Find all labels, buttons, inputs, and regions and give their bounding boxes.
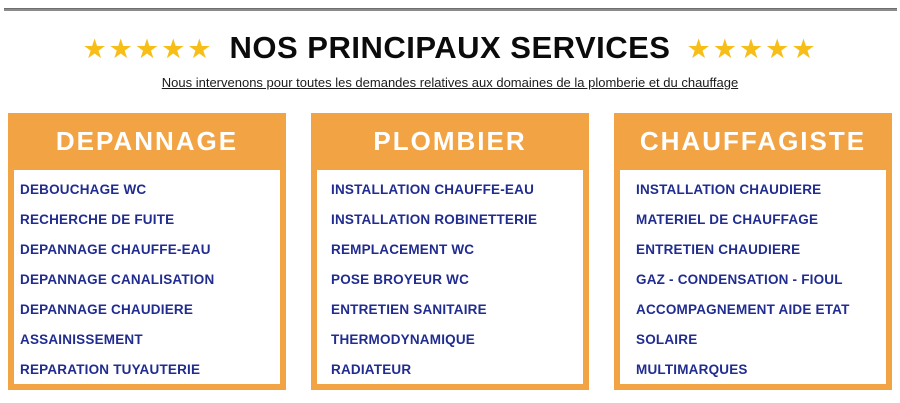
service-item[interactable]: DEPANNAGE CHAUDIERE [20,301,194,317]
service-item[interactable]: POSE BROYEUR WC [331,271,470,287]
card-header-plombier: PLOMBIER [373,126,527,156]
card-body-chauffagiste [620,170,886,384]
service-item[interactable]: RECHERCHE DE FUITE [20,211,175,227]
service-item[interactable]: INSTALLATION CHAUFFE-EAU [331,181,535,197]
page-title: NOS PRINCIPAUX SERVICES [229,30,671,65]
service-columns [8,113,892,390]
card-chauffagiste [614,113,892,390]
card-body-depannage [14,170,280,384]
service-item[interactable]: MATERIEL DE CHAUFFAGE [636,211,819,227]
top-divider [4,8,897,11]
service-item[interactable]: INSTALLATION ROBINETTERIE [331,211,538,227]
service-item[interactable]: REPARATION TUYAUTERIE [20,361,201,377]
services-header [0,28,900,90]
service-item[interactable]: DEBOUCHAGE WC [20,181,147,197]
service-item[interactable]: MULTIMARQUES [636,361,748,377]
service-item[interactable]: RADIATEUR [331,361,412,377]
service-item[interactable]: DEPANNAGE CHAUFFE-EAU [20,241,211,257]
service-item[interactable]: ENTRETIEN CHAUDIERE [636,241,801,257]
service-item[interactable]: SOLAIRE [636,331,698,347]
card-header-chauffagiste: CHAUFFAGISTE [639,126,867,156]
service-item[interactable]: DEPANNAGE CANALISATION [20,271,215,287]
star-rating-right-icon: ★★★★★ [686,33,818,64]
card-body-plombier [317,170,583,384]
card-depannage [8,113,286,390]
service-item[interactable]: GAZ - CONDENSATION - FIOUL [636,271,843,287]
service-item[interactable]: REMPLACEMENT WC [331,241,475,257]
title-row [0,28,900,68]
service-item[interactable]: ENTRETIEN SANITAIRE [331,301,487,317]
service-item[interactable]: ACCOMPAGNEMENT AIDE ETAT [636,301,850,317]
subtitle: Nous intervenons pour toutes les demandes relatives aux domaines de la plomberie et du chauffage [161,75,739,90]
service-item[interactable]: INSTALLATION CHAUDIERE [636,181,822,197]
card-header-depannage: DEPANNAGE [55,126,239,156]
card-plombier [311,113,589,390]
service-item[interactable]: ASSAINISSEMENT [20,331,143,347]
service-item[interactable]: THERMODYNAMIQUE [331,331,475,347]
star-rating-left-icon: ★★★★★ [82,33,214,64]
